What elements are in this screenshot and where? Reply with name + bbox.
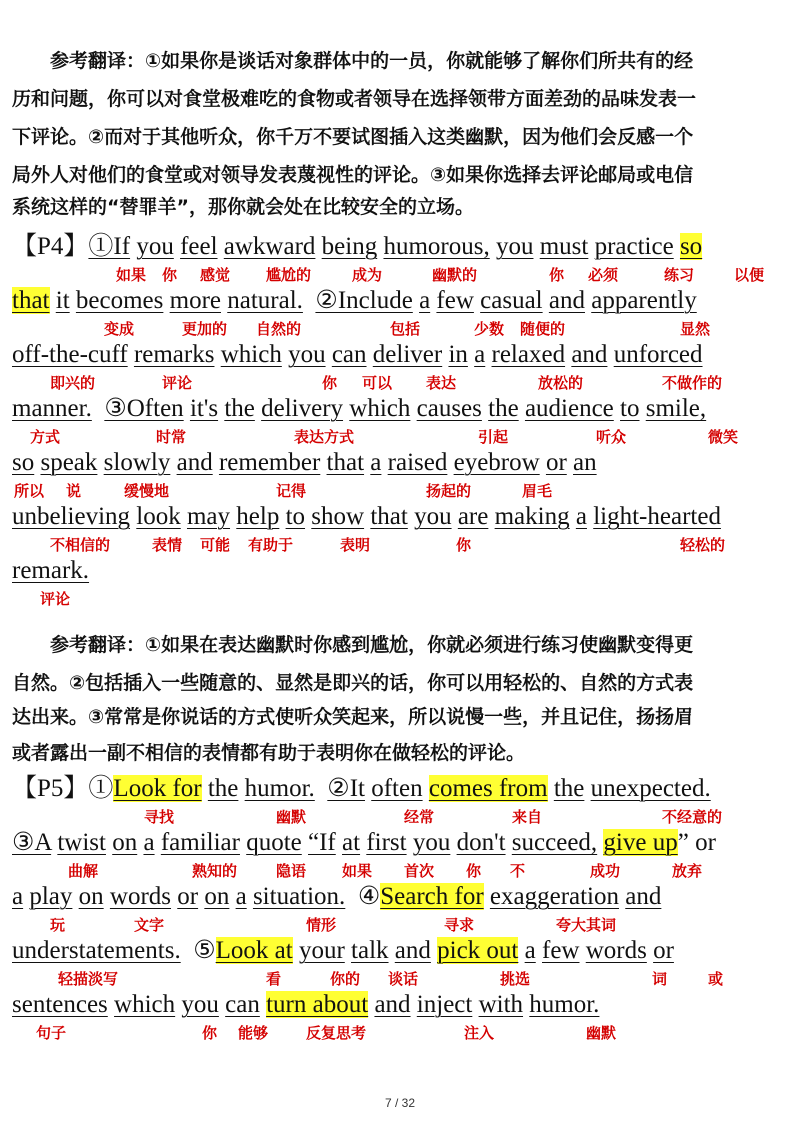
- gloss: 扬起的: [426, 482, 472, 500]
- gloss: 你: [202, 1024, 218, 1042]
- gloss: 幽默的: [432, 266, 478, 284]
- word: familiar: [160, 829, 240, 856]
- gloss: 自然的: [256, 320, 302, 338]
- p3-translation-line-2: 历和问题，你可以对食堂极难吃的食物或者领导在选择领带方面差劲的品味发表一: [12, 88, 697, 110]
- word: on: [112, 829, 138, 856]
- word: speak: [40, 449, 98, 476]
- word: a: [12, 883, 24, 910]
- word: unbelieving: [12, 503, 131, 530]
- word: ②It: [327, 775, 365, 802]
- word: causes: [416, 395, 482, 422]
- word: succeed,: [511, 829, 598, 856]
- p3-translation-line-5: 系统这样的“替罪羊”，那你就会处在比较安全的立场。: [12, 196, 474, 218]
- gloss: 即兴的: [50, 374, 96, 392]
- word: more: [169, 287, 221, 314]
- word: smile,: [645, 395, 707, 422]
- word: few: [542, 937, 580, 964]
- gloss: 尴尬的: [266, 266, 312, 284]
- word: awkward: [223, 233, 316, 260]
- word: the: [207, 775, 239, 802]
- word: light-hearted: [593, 503, 721, 530]
- gloss: 如果: [116, 266, 147, 284]
- word: humor.: [244, 775, 315, 802]
- gloss: 你: [322, 374, 338, 392]
- gloss: 放松的: [538, 374, 584, 392]
- gloss: 寻求: [444, 916, 475, 934]
- p5-line-2: [12, 828, 716, 858]
- word: talk: [351, 937, 389, 964]
- gloss: 所以: [14, 482, 45, 500]
- gloss: 表达: [426, 374, 457, 392]
- highlighted-phrase: turn about: [266, 991, 369, 1018]
- gloss: 能够: [238, 1024, 269, 1042]
- gloss: 包括: [390, 320, 421, 338]
- p3-translation-line-1: 参考翻译：①如果你是谈话对象群体中的一员，你就能够了解你们所共有的经: [50, 50, 694, 72]
- word: an: [573, 449, 597, 476]
- word: feel: [180, 233, 218, 260]
- word: unexpected.: [590, 775, 711, 802]
- gloss: 轻松的: [680, 536, 726, 554]
- gloss: 说: [66, 482, 82, 500]
- word: a: [143, 829, 155, 856]
- word: or: [177, 883, 199, 910]
- word: remember: [218, 449, 321, 476]
- highlighted-phrase: comes from: [428, 775, 548, 802]
- p4-line-6: [12, 502, 721, 532]
- word: first: [366, 829, 407, 856]
- word: ③A: [12, 829, 52, 856]
- word: at: [342, 829, 361, 856]
- word: you: [288, 341, 326, 368]
- word: audience: [524, 395, 614, 422]
- page-number: 7 / 32: [384, 1096, 416, 1110]
- gloss: 谈话: [388, 970, 419, 988]
- word: the: [224, 395, 255, 422]
- word: humor.: [529, 991, 600, 1018]
- gloss: 挑选: [500, 970, 531, 988]
- word: remarks: [133, 341, 215, 368]
- word: off-the-cuff: [12, 341, 128, 368]
- gloss: 曲解: [68, 862, 99, 880]
- word: or: [545, 449, 567, 476]
- word: making: [494, 503, 570, 530]
- word: on: [204, 883, 230, 910]
- gloss: 看: [266, 970, 282, 988]
- word: being: [321, 233, 378, 260]
- word: which: [349, 395, 411, 422]
- gloss: 经常: [404, 808, 435, 826]
- word: a: [524, 937, 536, 964]
- p5-line-4: [12, 936, 674, 966]
- gloss: 必须: [588, 266, 619, 284]
- highlighted-phrase: give up: [603, 829, 678, 856]
- p4-line-7: [12, 556, 89, 586]
- gloss: 以便: [734, 266, 765, 284]
- gloss: 反复思考: [306, 1024, 367, 1042]
- word: help: [236, 503, 280, 530]
- word: play: [29, 883, 73, 910]
- word: “If: [308, 829, 336, 856]
- p5-line-5: [12, 990, 599, 1020]
- gloss: 首次: [404, 862, 435, 880]
- p4-translation-line-4: 或者露出一副不相信的表情都有助于表明你在做轻松的评论。: [12, 742, 526, 764]
- gloss: 听众: [596, 428, 627, 446]
- word: a: [575, 503, 587, 530]
- gloss: 不: [510, 862, 526, 880]
- gloss: 有助于: [248, 536, 294, 554]
- gloss: 随便的: [520, 320, 566, 338]
- p4-translation-line-1: 参考翻译：①如果在表达幽默时你感到尴尬，你就必须进行练习使幽默变得更: [50, 634, 694, 656]
- word: sentences: [12, 991, 108, 1018]
- gloss: 或: [708, 970, 724, 988]
- gloss: 评论: [40, 590, 71, 608]
- word: and: [374, 991, 411, 1018]
- gloss: 放弃: [672, 862, 703, 880]
- word: you: [414, 503, 452, 530]
- word: that: [370, 503, 408, 530]
- gloss: 少数: [474, 320, 505, 338]
- gloss: 文字: [134, 916, 165, 934]
- word: look: [136, 503, 181, 530]
- word: a: [370, 449, 382, 476]
- gloss: 幽默: [586, 1024, 617, 1042]
- word: casual: [480, 287, 543, 314]
- word: deliver: [372, 341, 443, 368]
- word: few: [436, 287, 474, 314]
- gloss: 来自: [512, 808, 543, 826]
- word: words: [109, 883, 172, 910]
- gloss: 微笑: [708, 428, 739, 446]
- word: and: [625, 883, 662, 910]
- word: a: [235, 883, 247, 910]
- gloss: 方式: [30, 428, 61, 446]
- word: can: [225, 991, 260, 1018]
- p5-line-1: [12, 774, 711, 804]
- word: a: [474, 341, 486, 368]
- p5-line-3: [12, 882, 661, 912]
- p4-line-1: [12, 232, 702, 262]
- highlighted-phrase: Look for: [113, 775, 202, 802]
- gloss: 熟知的: [192, 862, 238, 880]
- gloss: 可以: [362, 374, 393, 392]
- word: which: [220, 341, 282, 368]
- word: you: [412, 829, 451, 856]
- p4-line-2: [12, 286, 697, 316]
- gloss: 注入: [464, 1024, 495, 1042]
- word: ⑤: [193, 937, 216, 964]
- gloss: 你: [162, 266, 178, 284]
- word: in: [448, 341, 468, 368]
- word: situation.: [252, 883, 346, 910]
- word: slowly: [103, 449, 171, 476]
- gloss: 情形: [306, 916, 337, 934]
- word: the: [488, 395, 519, 422]
- word: can: [331, 341, 367, 368]
- word: manner.: [12, 395, 92, 422]
- p3-translation-line-3: 下评论。②而对于其他听众，你千万不要试图插入这类幽默，因为他们会反感一个: [12, 126, 694, 148]
- word: it's: [189, 395, 219, 422]
- gloss: 引起: [478, 428, 509, 446]
- word: inject: [416, 991, 473, 1018]
- word: are: [457, 503, 489, 530]
- word: to: [285, 503, 306, 530]
- word: a: [419, 287, 431, 314]
- gloss: 你的: [330, 970, 361, 988]
- word: ③Often: [104, 395, 184, 422]
- word: ①: [88, 775, 114, 802]
- word: must: [539, 233, 589, 260]
- word: often: [371, 775, 423, 802]
- highlighted-phrase: that: [12, 287, 50, 314]
- word: with: [478, 991, 524, 1018]
- gloss: 你: [466, 862, 482, 880]
- word: you: [136, 233, 174, 260]
- gloss: 表达方式: [294, 428, 355, 446]
- gloss: 显然: [680, 320, 711, 338]
- paragraph-label: 【P5】: [12, 775, 89, 802]
- word: your: [298, 937, 345, 964]
- word: exaggeration: [489, 883, 620, 910]
- gloss: 变成: [104, 320, 135, 338]
- highlighted-phrase: Search for: [380, 883, 484, 910]
- p3-translation-line-4: 局外人对他们的食堂或对领导发表蔑视性的评论。③如果你选择去评论邮局或电信: [12, 164, 694, 186]
- gloss: 感觉: [200, 266, 231, 284]
- word: the: [553, 775, 585, 802]
- gloss: 成功: [590, 862, 621, 880]
- gloss: 不经意的: [662, 808, 723, 826]
- word: natural.: [227, 287, 303, 314]
- word: may: [186, 503, 231, 530]
- gloss: 练习: [664, 266, 695, 284]
- paragraph-label: 【P4】: [12, 233, 89, 260]
- word: unforced: [613, 341, 703, 368]
- p4-line-5: [12, 448, 597, 478]
- highlighted-phrase: so: [679, 233, 703, 260]
- gloss: 幽默: [276, 808, 307, 826]
- gloss: 不相信的: [50, 536, 111, 554]
- word: show: [311, 503, 365, 530]
- gloss: 更加的: [182, 320, 228, 338]
- gloss: 句子: [36, 1024, 67, 1042]
- word: or: [653, 937, 674, 964]
- word: which: [114, 991, 176, 1018]
- gloss: 你: [456, 536, 472, 554]
- word: humorous,: [383, 233, 490, 260]
- word: remark.: [12, 557, 90, 584]
- word: raised: [387, 449, 448, 476]
- gloss: 夸大其词: [556, 916, 617, 934]
- gloss: 成为: [352, 266, 383, 284]
- p4-line-3: [12, 340, 703, 370]
- gloss: 时常: [156, 428, 187, 446]
- gloss: 轻描淡写: [58, 970, 119, 988]
- gloss: 你: [549, 266, 565, 284]
- word: practice: [594, 233, 674, 260]
- gloss: 词: [652, 970, 668, 988]
- word: and: [548, 287, 585, 314]
- word: ” or: [677, 829, 716, 856]
- word: becomes: [75, 287, 164, 314]
- word: twist: [57, 829, 106, 856]
- word: you: [181, 991, 219, 1018]
- word: eyebrow: [453, 449, 540, 476]
- word: apparently: [591, 287, 697, 314]
- word: that: [326, 449, 365, 476]
- word: ①If: [88, 233, 131, 260]
- word: ②Include: [315, 287, 413, 314]
- p4-line-4: [12, 394, 706, 424]
- word: and: [176, 449, 213, 476]
- highlighted-phrase: pick out: [437, 937, 519, 964]
- gloss: 评论: [162, 374, 193, 392]
- word: it: [55, 287, 70, 314]
- word: understatements.: [12, 937, 181, 964]
- word: words: [585, 937, 647, 964]
- gloss: 表明: [340, 536, 371, 554]
- word: don't: [456, 829, 506, 856]
- word: quote: [246, 829, 302, 856]
- word: and: [571, 341, 608, 368]
- p4-translation-line-2: 自然。②包括插入一些随意的、显然是即兴的话，你可以用轻松的、自然的方式表: [12, 672, 694, 694]
- highlighted-phrase: Look at: [215, 937, 293, 964]
- word: to: [620, 395, 640, 422]
- word: you: [495, 233, 534, 260]
- word: and: [394, 937, 431, 964]
- word: on: [78, 883, 104, 910]
- gloss: 表情: [152, 536, 183, 554]
- gloss: 缓慢地: [124, 482, 170, 500]
- p4-translation-line-3: 达出来。③常常是你说话的方式使听众笑起来，所以说慢一些，并且记住，扬扬眉: [12, 706, 694, 728]
- gloss: 如果: [342, 862, 373, 880]
- gloss: 可能: [200, 536, 231, 554]
- word: so: [12, 449, 35, 476]
- gloss: 眉毛: [522, 482, 553, 500]
- gloss: 记得: [276, 482, 307, 500]
- gloss: 寻找: [144, 808, 175, 826]
- word: delivery: [261, 395, 344, 422]
- word: ④: [357, 883, 381, 910]
- gloss: 不做作的: [662, 374, 723, 392]
- gloss: 隐语: [276, 862, 307, 880]
- word: relaxed: [491, 341, 566, 368]
- gloss: 玩: [50, 916, 66, 934]
